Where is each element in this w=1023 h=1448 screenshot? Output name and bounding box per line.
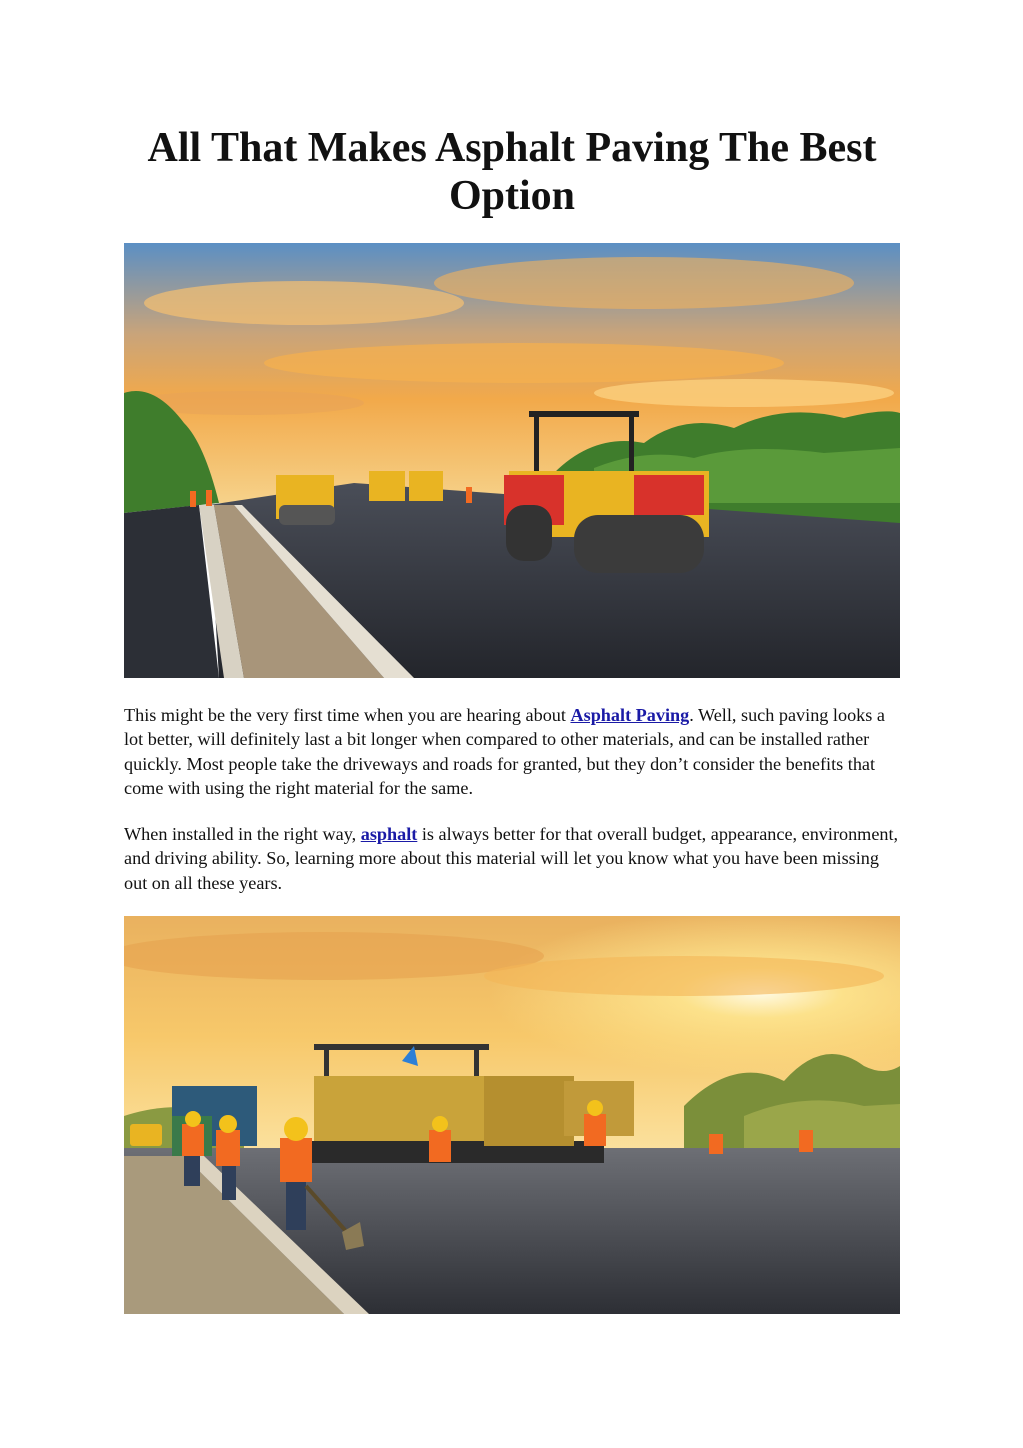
asphalt-link[interactable]: asphalt xyxy=(360,824,418,844)
paving-crew-photo xyxy=(124,916,900,1314)
road-roller-illustration xyxy=(124,243,900,678)
road-roller-photo xyxy=(124,243,900,678)
asphalt-paving-link[interactable]: Asphalt Paving xyxy=(570,705,690,725)
page-title: All That Makes Asphalt Paving The Best Option xyxy=(147,125,877,219)
paving-crew-illustration xyxy=(124,916,900,1314)
intro-paragraph xyxy=(124,703,904,800)
benefits-paragraph-text-start: When installed in the right way, xyxy=(124,824,361,844)
intro-paragraph-text-end: . Well, such paving looks a lot better, will definitely last a bit longer when compared to other materials, and can be installed rather quickly. Most people take the driveways and roads for granted, but they don’t consider the benefits that come with using the right material for the same. xyxy=(124,705,885,798)
intro-paragraph-text-start: This might be the very first time when you are hearing about xyxy=(124,705,571,725)
benefits-paragraph xyxy=(124,822,904,895)
benefits-paragraph-text-end: is always better for that overall budget, appearance, environment, and driving ability. So, learning more about this material will let you know what you have been missing out on all these years. xyxy=(124,824,899,893)
